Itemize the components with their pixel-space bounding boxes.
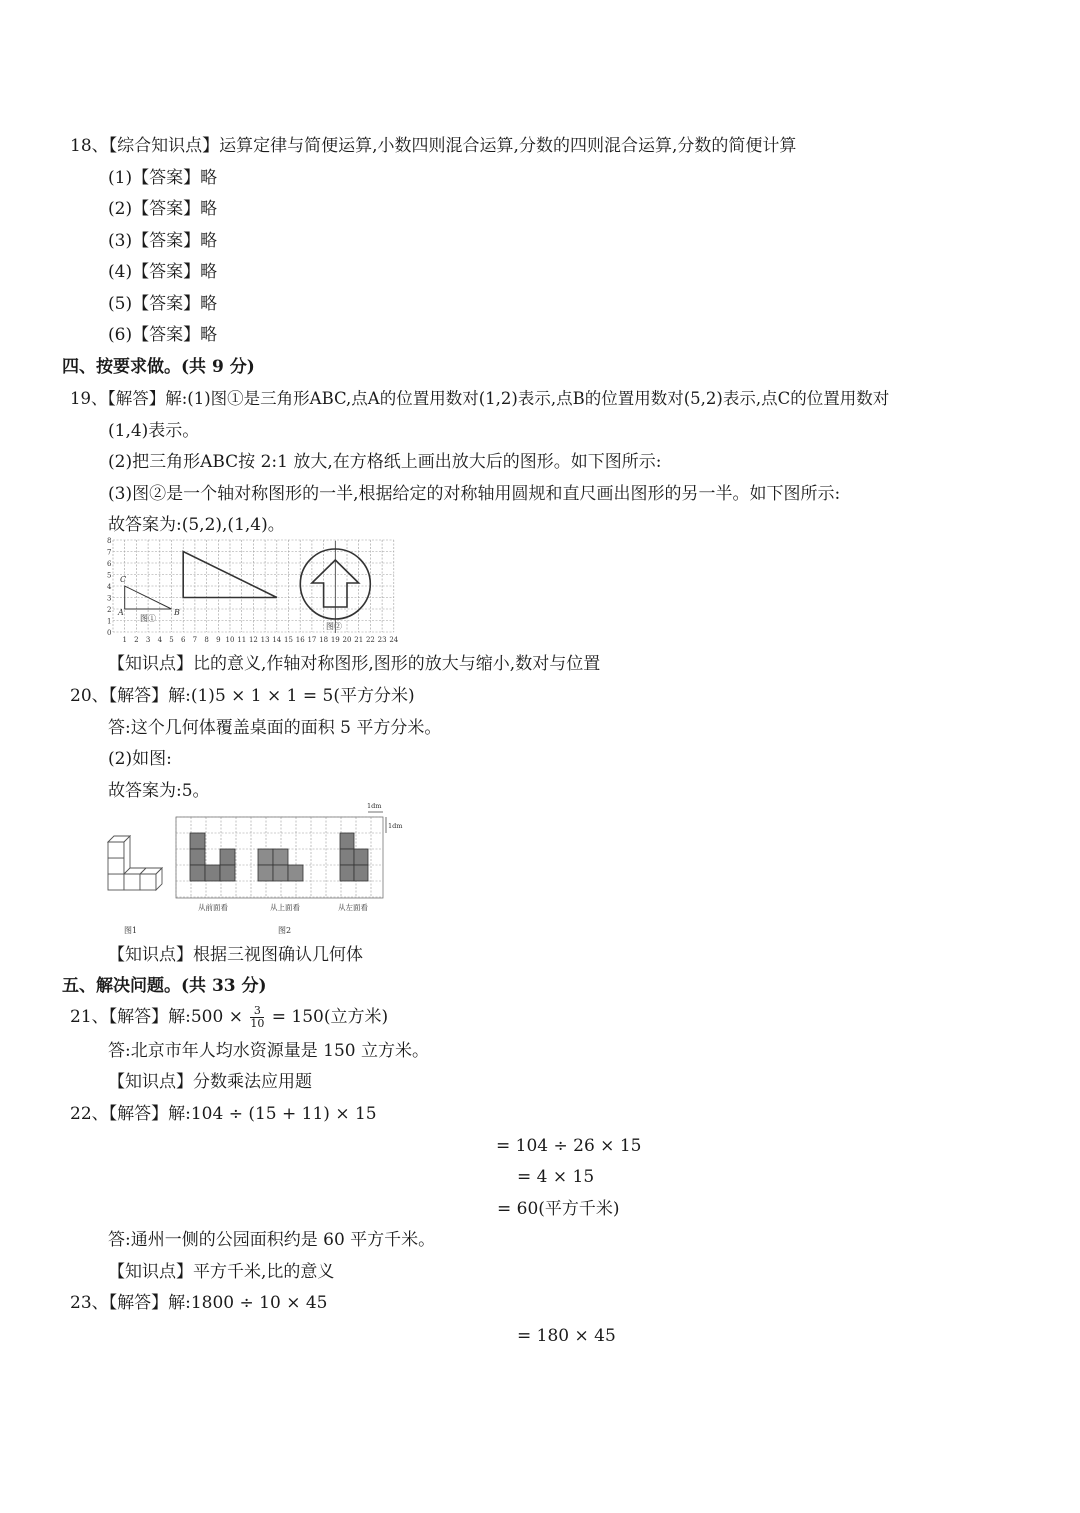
x-tick: 13 (260, 636, 270, 644)
x-tick: 9 (216, 636, 221, 644)
section-4-title: 四、按要求做。(共 9 分) (62, 357, 255, 377)
q20-line-4: 故答案为:5。 (108, 781, 210, 801)
x-tick: 1 (122, 636, 127, 644)
q21-line-1 (70, 1003, 388, 1031)
q18-answer-5: (5)【答案】略 (108, 294, 218, 314)
x-tick: 19 (330, 636, 340, 644)
q19-line-2: (1,4)表示。 (108, 421, 200, 441)
x-tick: 11 (237, 636, 247, 644)
x-tick: 3 (145, 636, 151, 644)
x-tick: 4 (157, 636, 163, 644)
x-tick: 21 (354, 636, 364, 644)
q19-line-4: (3)图②是一个轴对称图形的一半,根据给定的对称轴用圆规和直尺画出图形的另一半。如下图所示: (108, 484, 841, 504)
x-tick: 22 (365, 636, 375, 644)
q18-answer-1: (1)【答案】略 (108, 168, 218, 188)
q20-fig2-label: 图2 (278, 926, 292, 935)
front-view-label: 从前面看 (198, 903, 228, 912)
x-tick: 12 (248, 636, 258, 644)
q21-fraction-numerator: 3 (250, 1005, 264, 1018)
x-tick: 18 (319, 636, 329, 644)
q22-step-3: = 60(平方千米) (497, 1199, 620, 1219)
q18-answer-2: (2)【答案】略 (108, 199, 218, 219)
y-tick: 8 (107, 537, 112, 545)
q20-knowledge: 【知识点】根据三视图确认几何体 (108, 945, 363, 965)
point-c-label: C (120, 575, 127, 584)
x-tick: 15 (284, 636, 293, 644)
q20-line-3: (2)如图: (108, 749, 172, 769)
q19-line-5: 故答案为:(5,2),(1,4)。 (108, 515, 285, 535)
q20-fig1-label: 图1 (124, 926, 138, 935)
y-tick: 6 (107, 560, 112, 568)
top-view-label: 从上面看 (270, 903, 300, 912)
q21-suffix: = 150(立方米) (271, 1007, 389, 1027)
fig2-label: 图② (326, 622, 342, 631)
q19-y-axis-labels (107, 537, 112, 637)
y-tick: 5 (107, 571, 112, 580)
x-tick: 10 (225, 636, 235, 644)
y-tick: 0 (107, 629, 112, 637)
x-tick: 5 (169, 636, 174, 644)
left-view-label: 从左面看 (338, 903, 368, 912)
front-view (190, 833, 235, 881)
unit-label-horizontal: 1dm (367, 802, 382, 810)
q20-line-2: 答:这个几何体覆盖桌面的面积 5 平方分米。 (108, 718, 442, 738)
q22-step-1: = 104 ÷ 26 × 15 (496, 1136, 642, 1156)
q22-step-2: = 4 × 15 (517, 1167, 595, 1187)
q19-line-1: 19、【解答】解:(1)图①是三角形ABC,点A的位置用数对(1,2)表示,点B的位置用数对(5,2)表示,点C的位置用数对 (70, 389, 890, 408)
y-tick: 4 (107, 583, 112, 591)
x-tick: 17 (307, 636, 317, 644)
q21-answer: 答:北京市年人均水资源量是 150 立方米。 (108, 1041, 429, 1061)
x-tick: 7 (192, 636, 198, 644)
y-tick: 7 (107, 548, 112, 557)
fig1-label: 图① (140, 614, 156, 623)
x-tick: 23 (377, 636, 387, 644)
y-tick: 2 (107, 606, 112, 614)
q21-knowledge: 【知识点】分数乘法应用题 (108, 1072, 312, 1092)
q22-line-1: 22、【解答】解:104 ÷ (15 + 11) × 15 (70, 1104, 377, 1124)
left-view (340, 833, 368, 881)
x-tick: 8 (204, 636, 209, 644)
q20-three-view-figure (100, 800, 410, 938)
q21-prefix: 21、【解答】解:500 × (70, 1007, 243, 1027)
q22-knowledge: 【知识点】平方千米,比的意义 (108, 1262, 335, 1282)
q20-line-1: 20、【解答】解:(1)5 × 1 × 1 = 5(平方分米) (70, 686, 415, 706)
x-tick: 16 (295, 636, 305, 644)
q21-fraction (250, 1005, 264, 1030)
q22-answer: 答:通州一侧的公园面积约是 60 平方千米。 (108, 1230, 436, 1250)
cube-stack (108, 836, 162, 890)
q18-answer-6: (6)【答案】略 (108, 325, 218, 345)
x-tick: 24 (389, 636, 399, 644)
q19-grid-figure (100, 535, 405, 647)
q21-fraction-denominator: 10 (250, 1017, 265, 1030)
x-tick: 2 (134, 636, 139, 644)
y-tick: 3 (107, 594, 112, 603)
x-tick: 14 (272, 636, 282, 644)
q18-answer-3: (3)【答案】略 (108, 231, 218, 251)
q23-step-1: = 180 × 45 (517, 1326, 616, 1346)
q19-line-3: (2)把三角形ABC按 2:1 放大,在方格纸上画出放大后的图形。如下图所示: (108, 452, 662, 472)
unit-label-vertical: 1dm (388, 822, 403, 830)
x-tick: 6 (180, 636, 186, 644)
section-5-title: 五、解决问题。(共 33 分) (62, 976, 267, 996)
q23-line-1: 23、【解答】解:1800 ÷ 10 × 45 (70, 1293, 328, 1313)
point-b-label: B (174, 608, 180, 617)
x-tick: 20 (342, 636, 352, 644)
point-a-label: A (118, 608, 124, 617)
q19-knowledge: 【知识点】比的意义,作轴对称图形,图形的放大与缩小,数对与位置 (108, 654, 601, 674)
y-tick: 1 (107, 617, 112, 626)
q19-x-axis-labels (122, 636, 398, 644)
q18-heading: 18、【综合知识点】运算定律与简便运算,小数四则混合运算,分数的四则混合运算,分数的简便计算 (70, 136, 797, 156)
q18-answer-4: (4)【答案】略 (108, 262, 218, 282)
